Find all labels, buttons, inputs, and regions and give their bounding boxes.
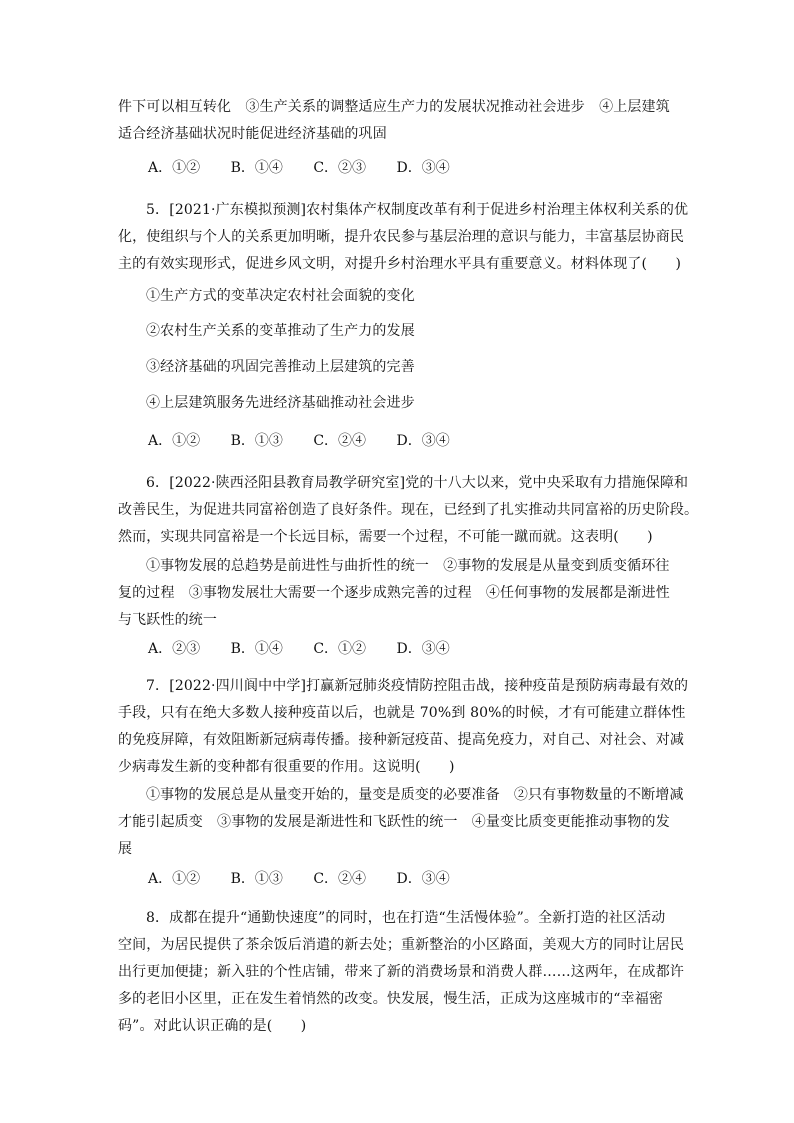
text-line: 与飞跃性的统一 — [118, 612, 218, 628]
q5-item — [146, 390, 706, 417]
q4-continuation — [118, 94, 678, 148]
option-d: D．③④ — [396, 160, 450, 176]
text-line: 才能引起质变 ③事物的发展是渐进性和飞跃性的统一 ④量变比质变更能推动事物的发 — [118, 814, 670, 830]
text-line: 然而，实现共同富裕是一个长远目标，需要一个过程，不可能一蹴而就。这表明( ) — [118, 529, 653, 545]
option-c: C．①② — [313, 641, 367, 657]
text-line: 少病毒发生新的变种都有很重要的作用。这说明( ) — [118, 759, 455, 775]
text-line: 空间，为居民提供了茶余饭后消遣的新去处；重新整治的小区路面，美观大方的同时让居民 — [118, 937, 684, 953]
option-a: A．①② — [148, 871, 201, 887]
q6-stem — [118, 470, 699, 551]
option-b: B．①④ — [230, 641, 283, 657]
option-a: A．②③ — [148, 641, 201, 657]
q5-item — [146, 318, 706, 345]
q5-stem — [118, 197, 689, 278]
text-line: 手段，只有在绝大多数人接种疫苗以后，也就是 70%到 80%的时候，才有可能建立群体性 — [118, 705, 686, 721]
q6-items — [118, 553, 678, 634]
option-b: B．①③ — [230, 871, 283, 887]
text-line: ①事物的发展总是从量变开始的，量变是质变的必要准备 ②只有事物数量的不断增减 — [146, 787, 684, 803]
option-c: C．②③ — [313, 160, 367, 176]
option-b: B．①③ — [230, 433, 283, 449]
text-line: 件下可以相互转化 ③生产关系的调整适应生产力的发展状况推动社会进步 ④上层建筑 — [118, 99, 670, 115]
option-d: D．③④ — [396, 871, 450, 887]
text-line: 展 — [118, 841, 133, 857]
q5-options — [148, 428, 476, 455]
q8-stem — [118, 905, 684, 1040]
q7-items — [118, 782, 684, 863]
text-line: ④上层建筑服务先进经济基础推动社会进步 — [146, 395, 415, 411]
option-d: D．③④ — [396, 641, 450, 657]
text-line: 7．[2022·四川阆中中学]打赢新冠肺炎疫情防控阻击战，接种疫苗是预防病毒最有效的 — [146, 678, 689, 694]
q7-stem — [118, 673, 689, 781]
text-line: ①事物发展的总趋势是前进性与曲折性的统一 ②事物的发展是从量变到质变循环往 — [146, 558, 670, 574]
text-line: ①生产方式的变革决定农村社会面貌的变化 — [146, 288, 415, 304]
option-b: B．①④ — [230, 160, 283, 176]
text-line: 主的有效实现形式，促进乡风文明，对提升乡村治理水平具有重要意义。材料体现了( ) — [118, 256, 682, 272]
q4-options — [148, 155, 476, 182]
text-line: 改善民生，为促进共同富裕创造了良好条件。现在，已经到了扎实推动共同富裕的历史阶段。 — [118, 502, 699, 518]
q7-options — [148, 866, 476, 893]
q5-item — [146, 354, 706, 381]
text-line: 出行更加便捷；新入驻的个性店铺，带来了新的消费场景和消费人群……这两年，在成都许 — [118, 964, 684, 980]
option-c: C．②④ — [313, 433, 367, 449]
option-a: A．①② — [148, 433, 201, 449]
option-c: C．②④ — [313, 871, 367, 887]
option-d: D．③④ — [396, 433, 450, 449]
text-line: 8．成都在提升“通勤快速度”的同时，也在打造“生活慢体验”。全新打造的社区活动 — [146, 910, 666, 926]
q6-options — [148, 636, 476, 663]
text-line: 化，使组织与个人的关系更加明晰，提升农民参与基层治理的意识与能力，丰富基层协商民 — [118, 229, 684, 245]
text-line: 5．[2021·广东模拟预测]农村集体产权制度改革有利于促进乡村治理主体权利关系的优 — [146, 202, 689, 218]
text-line: 的免疫屏障，有效阻断新冠病毒传播。接种新冠疫苗、提高免疫力，对自己、对社会、对减 — [118, 732, 684, 748]
text-line: 码”。对此认识正确的是( ) — [118, 1018, 307, 1034]
text-line: 复的过程 ③事物发展壮大需要一个逐步成熟完善的过程 ④任何事物的发展都是渐进性 — [118, 585, 670, 601]
text-line: ③经济基础的巩固完善推动上层建筑的完善 — [146, 359, 415, 375]
text-line: 多的老旧小区里，正在发生着悄然的改变。快发展，慢生活，正成为这座城市的“幸福密 — [118, 991, 664, 1007]
text-line: 适合经济基础状况时能促进经济基础的巩固 — [118, 126, 387, 142]
text-line: ②农村生产关系的变革推动了生产力的发展 — [146, 323, 415, 339]
option-a: A．①② — [148, 160, 201, 176]
text-line: 6．[2022·陕西泾阳县教育局教学研究室]党的十八大以来，党中央采取有力措施保障和 — [146, 475, 689, 491]
q5-item — [146, 283, 706, 310]
